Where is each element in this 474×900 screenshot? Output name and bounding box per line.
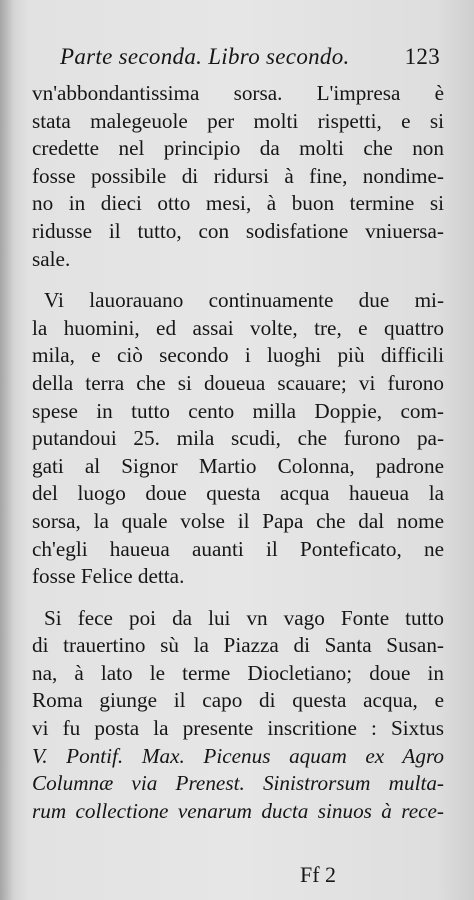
body-text xyxy=(32,80,444,825)
page-number: 123 xyxy=(404,44,440,69)
text-line: Vi lauorauano continuamente due mi- xyxy=(44,288,444,313)
text-line: mila, e ciò secondo i luoghi più difficili xyxy=(32,343,444,368)
text-line: na, à lato le terme Diocletiano; doue in xyxy=(32,660,444,685)
signature-mark: Ff 2 xyxy=(300,862,337,887)
text-line: no in dieci otto mesi, à buon termine si xyxy=(32,191,444,216)
text-line: spese in tutto cento milla Doppie, com- xyxy=(32,398,444,423)
paragraph-gap xyxy=(32,591,444,605)
text-line: V. Pontif. Max. Picenus aquam ex Agro xyxy=(32,743,444,768)
text-line: del luogo doue questa acqua haueua la xyxy=(32,481,444,506)
text-line: sale. xyxy=(32,246,71,271)
text-line: sorsa, la quale volse il Papa che dal nome xyxy=(32,508,444,533)
text-line: ch'egli haueua auanti il Ponteficato, ne xyxy=(32,536,444,561)
text-line: ridusse il tutto, con sodisfatione vniuersa- xyxy=(32,218,444,243)
paragraph-gap xyxy=(32,273,444,287)
text-line: putandoui 25. mila scudi, che furono pa- xyxy=(32,426,444,451)
text-line: fosse Felice detta. xyxy=(32,564,185,589)
text-line: vn'abbondantissima sorsa. L'impresa è xyxy=(32,81,444,105)
text-line: credette nel principio da molti che non xyxy=(32,136,444,161)
text-line: rum collectione venarum ducta sinuos à rece- xyxy=(32,798,444,823)
text-line: Si fece poi da lui vn vago Fonte tutto xyxy=(44,605,444,630)
text-line: vi fu posta la presente inscritione : Sixtus xyxy=(32,716,444,741)
text-line: fosse possibile di ridursi à fine, nondime- xyxy=(32,163,444,188)
gutter-shadow xyxy=(0,0,14,900)
text-line: gati al Signor Martio Colonna, padrone xyxy=(32,453,444,478)
text-line: di trauertino sù la Piazza di Santa Susan- xyxy=(32,633,444,658)
text-line: Roma giunge il capo di questa acqua, e xyxy=(32,688,444,713)
page-header xyxy=(60,44,440,74)
text-line: la huomini, ed assai volte, tre, e quattro xyxy=(32,315,444,340)
text-line: della terra che si doueua scauare; vi furono xyxy=(32,370,444,395)
running-title: Parte seconda. Libro secondo. xyxy=(60,44,350,69)
text-line: Columnæ via Prenest. Sinistrorsum multa- xyxy=(32,771,444,796)
text-line: stata malegeuole per molti rispetti, e si xyxy=(32,108,444,133)
